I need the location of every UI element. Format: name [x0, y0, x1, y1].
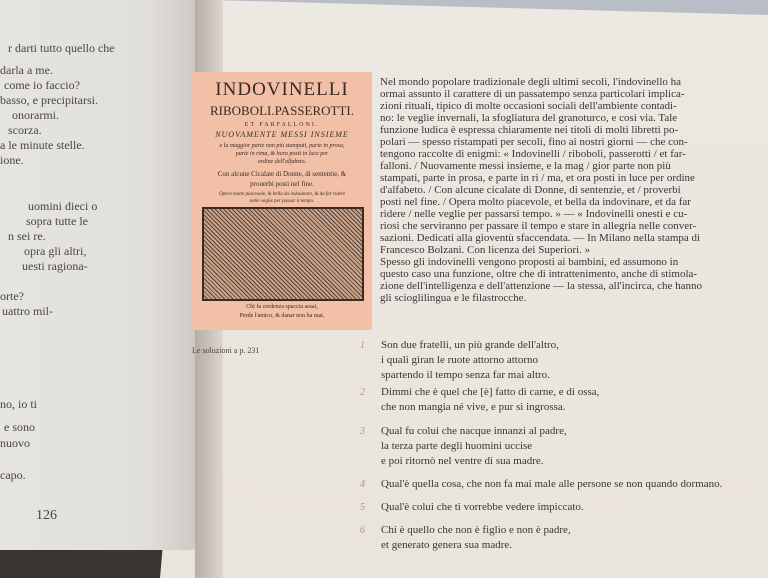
riddle-item [360, 424, 567, 469]
riddle-line: i quali giran le ruote attorno attorno [381, 354, 539, 366]
body-line: falloni. / Nuovamente messi insieme, e la mag / gior parte non più [380, 160, 671, 172]
plate-line: prouerbi posti nel fine. [250, 180, 314, 188]
riddle-line: Chi è quello che non è figlio e non è padre, [381, 524, 571, 536]
body-line: d'alfabeto. / Con alcune cicalate di Donne, di sentenzie, et / proverbi [380, 184, 681, 196]
body-line: gli scioglilingua e le filastrocche. [380, 292, 527, 304]
riddle-line: Qual'è colui che ti vorrebbe vedere impiccato. [381, 501, 584, 513]
riddle-text [381, 338, 559, 383]
text-line: opra gli altri, [24, 244, 87, 258]
body-line: questo caso una funzione, oltre che di intrattenimento, anche di stimola- [380, 268, 698, 280]
riddle-line: Qual'è quella cosa, che non fa mai male alle persone se non quando dormano. [381, 478, 723, 490]
text-line: uesti ragiona- [22, 259, 88, 273]
text-line: ione. [0, 153, 24, 167]
text-line: uattro mil- [2, 304, 53, 318]
plate-motto: Chi fa credenza spaccia assai, [246, 304, 318, 310]
body-line: tengono raccolte di enigmi: « Indovinelli / riboboli, passerotti / et far- [380, 148, 686, 160]
plate-line: nelle veglie per passar il tempo. [249, 199, 315, 204]
riddle-number: 2 [360, 387, 365, 398]
body-line: no: le veglie invernali, la sfogliatura del granoturco, e così via. Tale [380, 112, 678, 124]
text-line: no, io ti [0, 397, 38, 411]
riddle-item [360, 523, 571, 553]
woodcut-illustration [202, 207, 364, 301]
plate-line: parte in rima, & hora posti in luce per [235, 151, 329, 157]
text-line: n sei re. [8, 229, 46, 243]
text-line: scorza. [8, 123, 42, 137]
riddle-number: 5 [360, 502, 365, 513]
body-line: polari — spesso ristampati per secoli, fino ai nostri giorni — che con- [380, 136, 688, 148]
plate-line: e la maggior parte non più stampati, parte in prosa, [219, 143, 345, 149]
plate-title: INDOVINELLI [215, 79, 349, 100]
riddle-line: et generato genera sua madre. [381, 539, 513, 551]
text-line: e sono [4, 420, 35, 434]
plate-line: Opera molto piaceuole, & bella da indouinare, & da far ridere [218, 192, 345, 197]
plate-caption: Le soluzioni a p. 231 [192, 346, 260, 355]
riddle-line: Dimmi che è quel che [è] fatto di carne, e di ossa, [381, 386, 600, 398]
plate-line: ET FARFALLONI. [244, 122, 320, 128]
title-page-plate [192, 72, 372, 330]
riddle-item [360, 500, 584, 515]
riddle-line: che non mangia né vive, e pur si ingrossa. [381, 401, 566, 413]
text-line: uomini dieci o [28, 199, 98, 213]
riddle-text [381, 385, 599, 415]
text-line: nuovo [0, 436, 30, 450]
plate-line: Con alcune Cicalate di Donne, di sententie, & [217, 170, 347, 178]
text-line: capo. [0, 468, 26, 482]
plate-motto: Perde l'amico, & danar non ha mai, [239, 313, 325, 319]
body-line: Spesso gli indovinelli vengono proposti ai bambini, ed assumono in [380, 256, 679, 268]
page-number: 126 [36, 508, 57, 523]
riddle-number: 4 [360, 479, 365, 490]
body-text [380, 76, 765, 304]
riddle-number: 1 [360, 340, 365, 351]
riddle-item [360, 477, 722, 492]
body-line: sazioni. Dedicati alla gioventù sfaccendata. — In Milano nella stampa di [380, 232, 701, 244]
plate-subtitle: RIBOBOLI.PASSEROTTI. [210, 103, 354, 118]
riddle-text [381, 424, 567, 469]
riddle-text [381, 477, 722, 492]
text-line: come io faccio? [4, 78, 80, 92]
riddle-line: e poi ritornò nel ventre di sua madre. [381, 455, 544, 467]
body-line: funzione ludica è espressa chiaramente nei titoli di molti libretti po- [380, 124, 679, 136]
riddle-text [381, 523, 571, 553]
body-line: stampati, parte in prosa, e parte in ri / ma, et ora posti in luce per ordine [380, 172, 695, 184]
text-line: r darti tutto quello che [8, 41, 115, 55]
riddle-item [360, 385, 599, 415]
text-line: a le minute stelle. [0, 138, 85, 152]
body-line: riosi che serviranno per passare il tempo e stare in allegria nelle conver- [380, 220, 697, 232]
riddle-line: Son due fratelli, un più grande dell'altro, [381, 339, 559, 351]
body-line: ridere / nelle veglie per passarsi tempo. » — « Indovinelli onesti e cu- [380, 208, 688, 220]
plate-line: ordine dell'alfabeto. [257, 159, 307, 165]
text-line: darla a me. [0, 63, 53, 77]
body-line: ormai assunto il carattere di un passatempo senza particolari implica- [380, 88, 685, 100]
body-line: zione dell'intelligenza e dell'attenzione — la stessa, all'incirca, che hanno [380, 280, 703, 292]
body-line: posti nel fine. / Opera molto piacevole, et bella da indovinare, et da far [380, 196, 691, 208]
riddle-item [360, 338, 559, 383]
riddle-line: la terza parte degli huomini uccise [381, 440, 533, 452]
text-line: onorarmi. [12, 108, 59, 122]
text-line: sopra tutte le [26, 214, 88, 228]
body-line: zioni rituali, tipico di molte occasioni sociali dell'ambiente contadi- [380, 100, 677, 112]
body-line: Francesco Bolzani. Con licenza dei Superiori. » [380, 244, 591, 256]
riddle-number: 6 [360, 525, 365, 536]
riddle-line: spartendo il tempo senza far mai altro. [381, 369, 550, 381]
riddle-text [381, 500, 584, 515]
body-line: Nel mondo popolare tradizionale degli ultimi secoli, l'indovinello ha [380, 76, 682, 88]
riddle-line: Qual fu colui che nacque innanzi al padre, [381, 425, 567, 437]
text-line: basso, e precipitarsi. [0, 93, 98, 107]
plate-line: NUOVAMENTE MESSI INSIEME [215, 130, 349, 139]
text-line: orte? [0, 289, 24, 303]
riddle-number: 3 [360, 426, 365, 437]
